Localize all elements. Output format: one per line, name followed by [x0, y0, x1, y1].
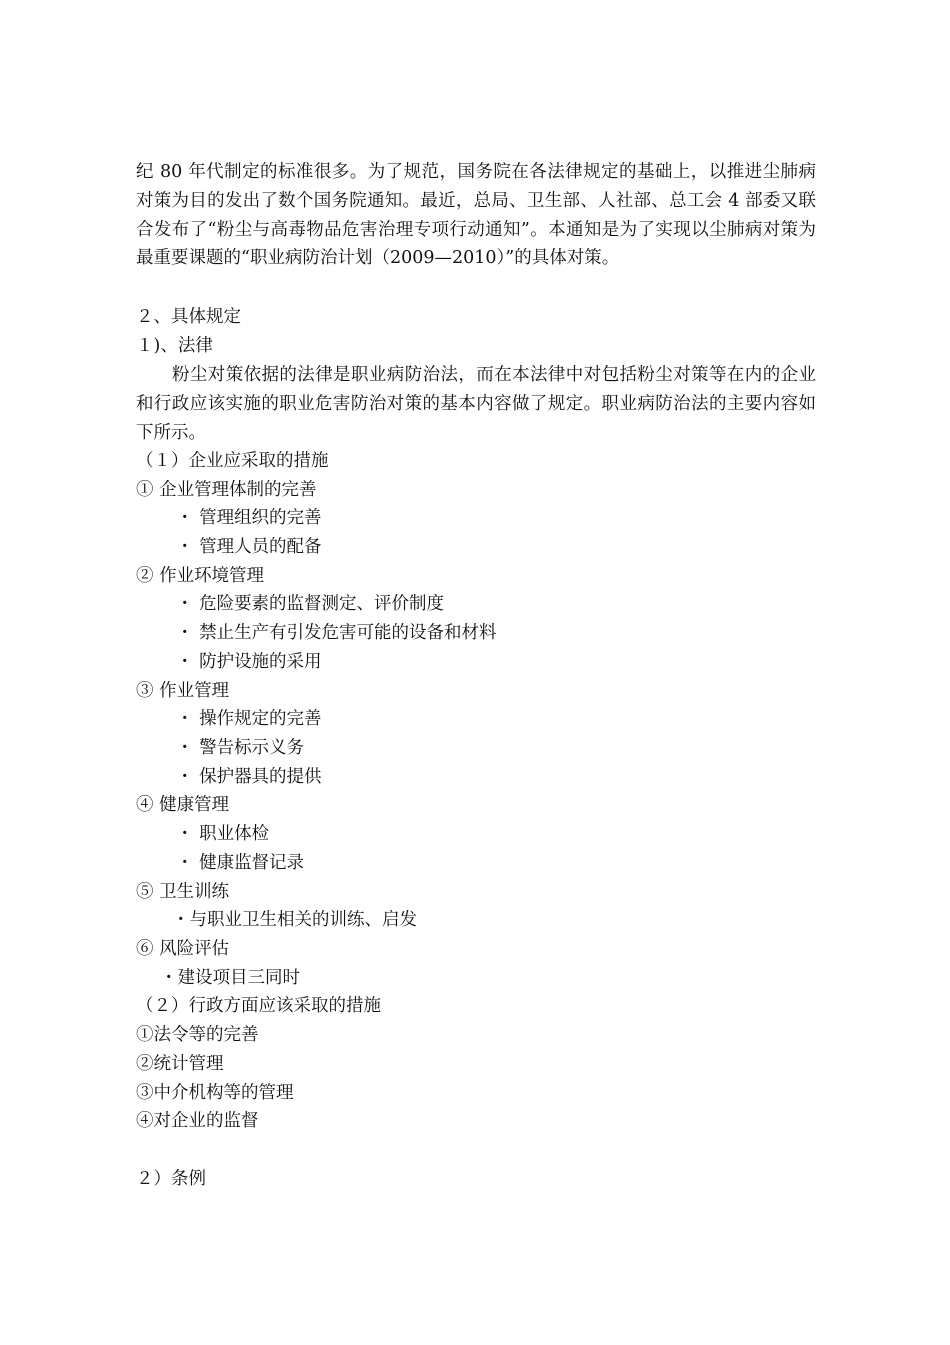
enterprise-bullet: ・ 职业体检	[176, 824, 270, 844]
enterprise-bullet: ・ 健康监督记录	[176, 853, 305, 873]
section-heading: ２、具体规定	[136, 307, 241, 327]
enterprise-bullet: ・建设项目三同时	[160, 968, 300, 988]
administration-item: ④对企业的监督	[136, 1111, 259, 1131]
intro-paragraph: 纪 80 年代制定的标准很多。为了规范，国务院在各法律规定的基础上，以推进尘肺病对策为目的发出了数个国务院通知。最近，总局、卫生部、人社部、总工会 4 部委又联合发布了“粉尘与高毒物品危害治理专项行动通知”。本通知是为了实现以尘肺病对策为最重要课题的“职业病防治计划（2009—2010）”的具体对策。	[136, 162, 816, 269]
law-heading: １)、法律	[136, 336, 213, 356]
enterprise-item-label: ③ 作业管理	[136, 681, 230, 701]
enterprise-bullet: ・ 保护器具的提供	[176, 767, 322, 787]
enterprise-bullet: ・ 管理组织的完善	[176, 508, 322, 528]
law-paragraph: 粉尘对策依据的法律是职业病防治法，而在本法律中对包括粉尘对策等在内的企业和行政应该实施的职业危害防治对策的基本内容做了规定。职业病防治法的主要内容如下所示。	[136, 365, 816, 443]
enterprise-bullet: ・ 管理人员的配备	[176, 537, 322, 557]
enterprise-bullet: ・ 防护设施的采用	[176, 652, 322, 672]
enterprise-bullet: ・与职业卫生相关的训练、启发	[172, 910, 417, 930]
enterprise-item-label: ⑥ 风险评估	[136, 939, 230, 959]
administration-item: ①法令等的完善	[136, 1025, 259, 1045]
enterprise-bullet: ・ 操作规定的完善	[176, 709, 322, 729]
enterprise-item-label: ① 企业管理体制的完善	[136, 480, 317, 500]
enterprise-bullet: ・ 警告标示义务	[176, 738, 305, 758]
enterprise-bullet: ・ 危险要素的监督测定、评价制度	[176, 594, 445, 614]
regulation-heading: ２）条例	[136, 1169, 206, 1189]
enterprise-heading: （１）企业应采取的措施	[136, 451, 329, 471]
administration-heading: （２）行政方面应该采取的措施	[136, 996, 381, 1016]
administration-item: ②统计管理	[136, 1054, 224, 1074]
enterprise-item-label: ④ 健康管理	[136, 795, 230, 815]
enterprise-bullet: ・ 禁止生产有引发危害可能的设备和材料	[176, 623, 497, 643]
administration-item: ③中介机构等的管理	[136, 1083, 294, 1103]
enterprise-item-label: ② 作业环境管理	[136, 566, 265, 586]
enterprise-item-label: ⑤ 卫生训练	[136, 882, 230, 902]
